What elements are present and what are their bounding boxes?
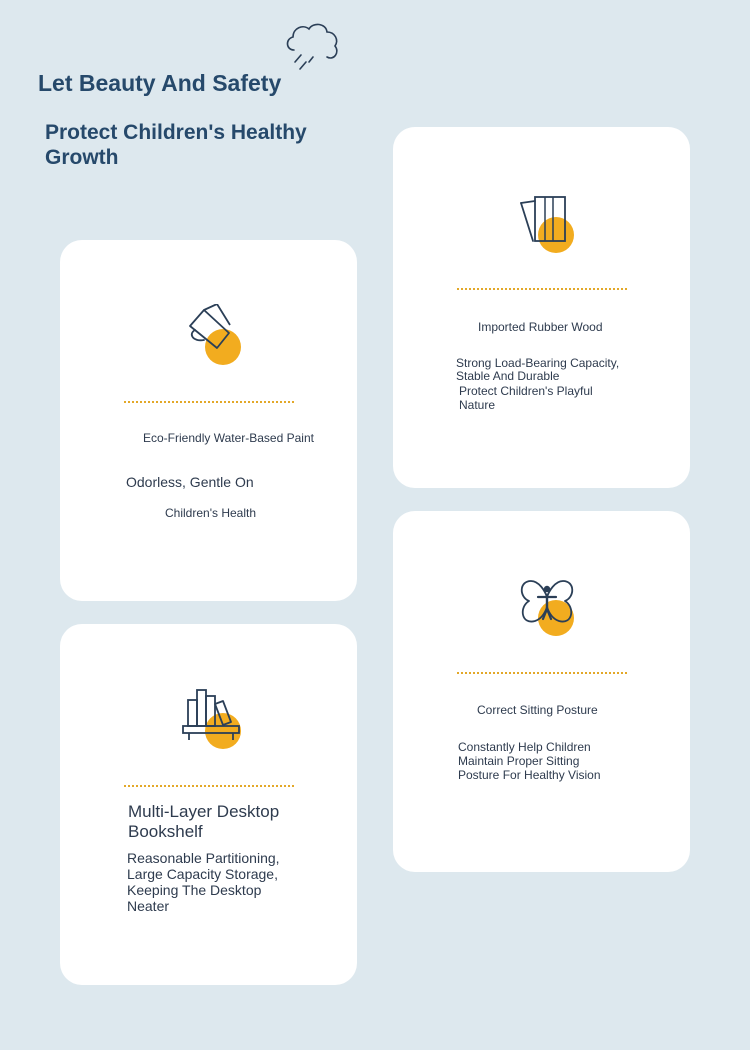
dotted-divider — [124, 401, 294, 403]
paint-bucket-icon — [184, 304, 244, 366]
card-title: Multi-Layer Desktop Bookshelf — [128, 802, 280, 841]
card-sitting-posture — [393, 511, 690, 872]
card-desc: Constantly Help Children Maintain Proper Sitting Posture For Healthy Vision — [458, 740, 601, 782]
wood-planks-icon — [517, 193, 577, 255]
page-title-line1: Let Beauty And Safety — [38, 70, 282, 96]
card-desc-line1: Strong Load-Bearing Capacity, Stable And Durable — [456, 356, 620, 383]
dotted-divider — [457, 672, 627, 674]
page-title-line2: Protect Children's Healthy Growth — [45, 121, 307, 169]
card-title: Imported Rubber Wood — [478, 320, 603, 334]
card-bookshelf — [60, 624, 357, 985]
cloud-icon — [282, 20, 344, 74]
card-rubber-wood — [393, 127, 690, 488]
posture-figure-icon — [517, 575, 577, 637]
card-title: Eco-Friendly Water-Based Paint — [143, 431, 314, 445]
card-desc: Reasonable Partitioning, Large Capacity Storage, Keeping The Desktop Neater — [127, 850, 280, 914]
card-desc-line2: Protect Children's Playful Nature — [459, 384, 593, 412]
card-desc-line2: Children's Health — [165, 506, 257, 520]
bookshelf-icon — [181, 688, 243, 750]
dotted-divider — [124, 785, 294, 787]
card-title: Correct Sitting Posture — [477, 703, 598, 717]
card-eco-paint — [60, 240, 357, 601]
dotted-divider — [457, 288, 627, 290]
card-desc-line1: Odorless, Gentle On — [126, 474, 254, 490]
